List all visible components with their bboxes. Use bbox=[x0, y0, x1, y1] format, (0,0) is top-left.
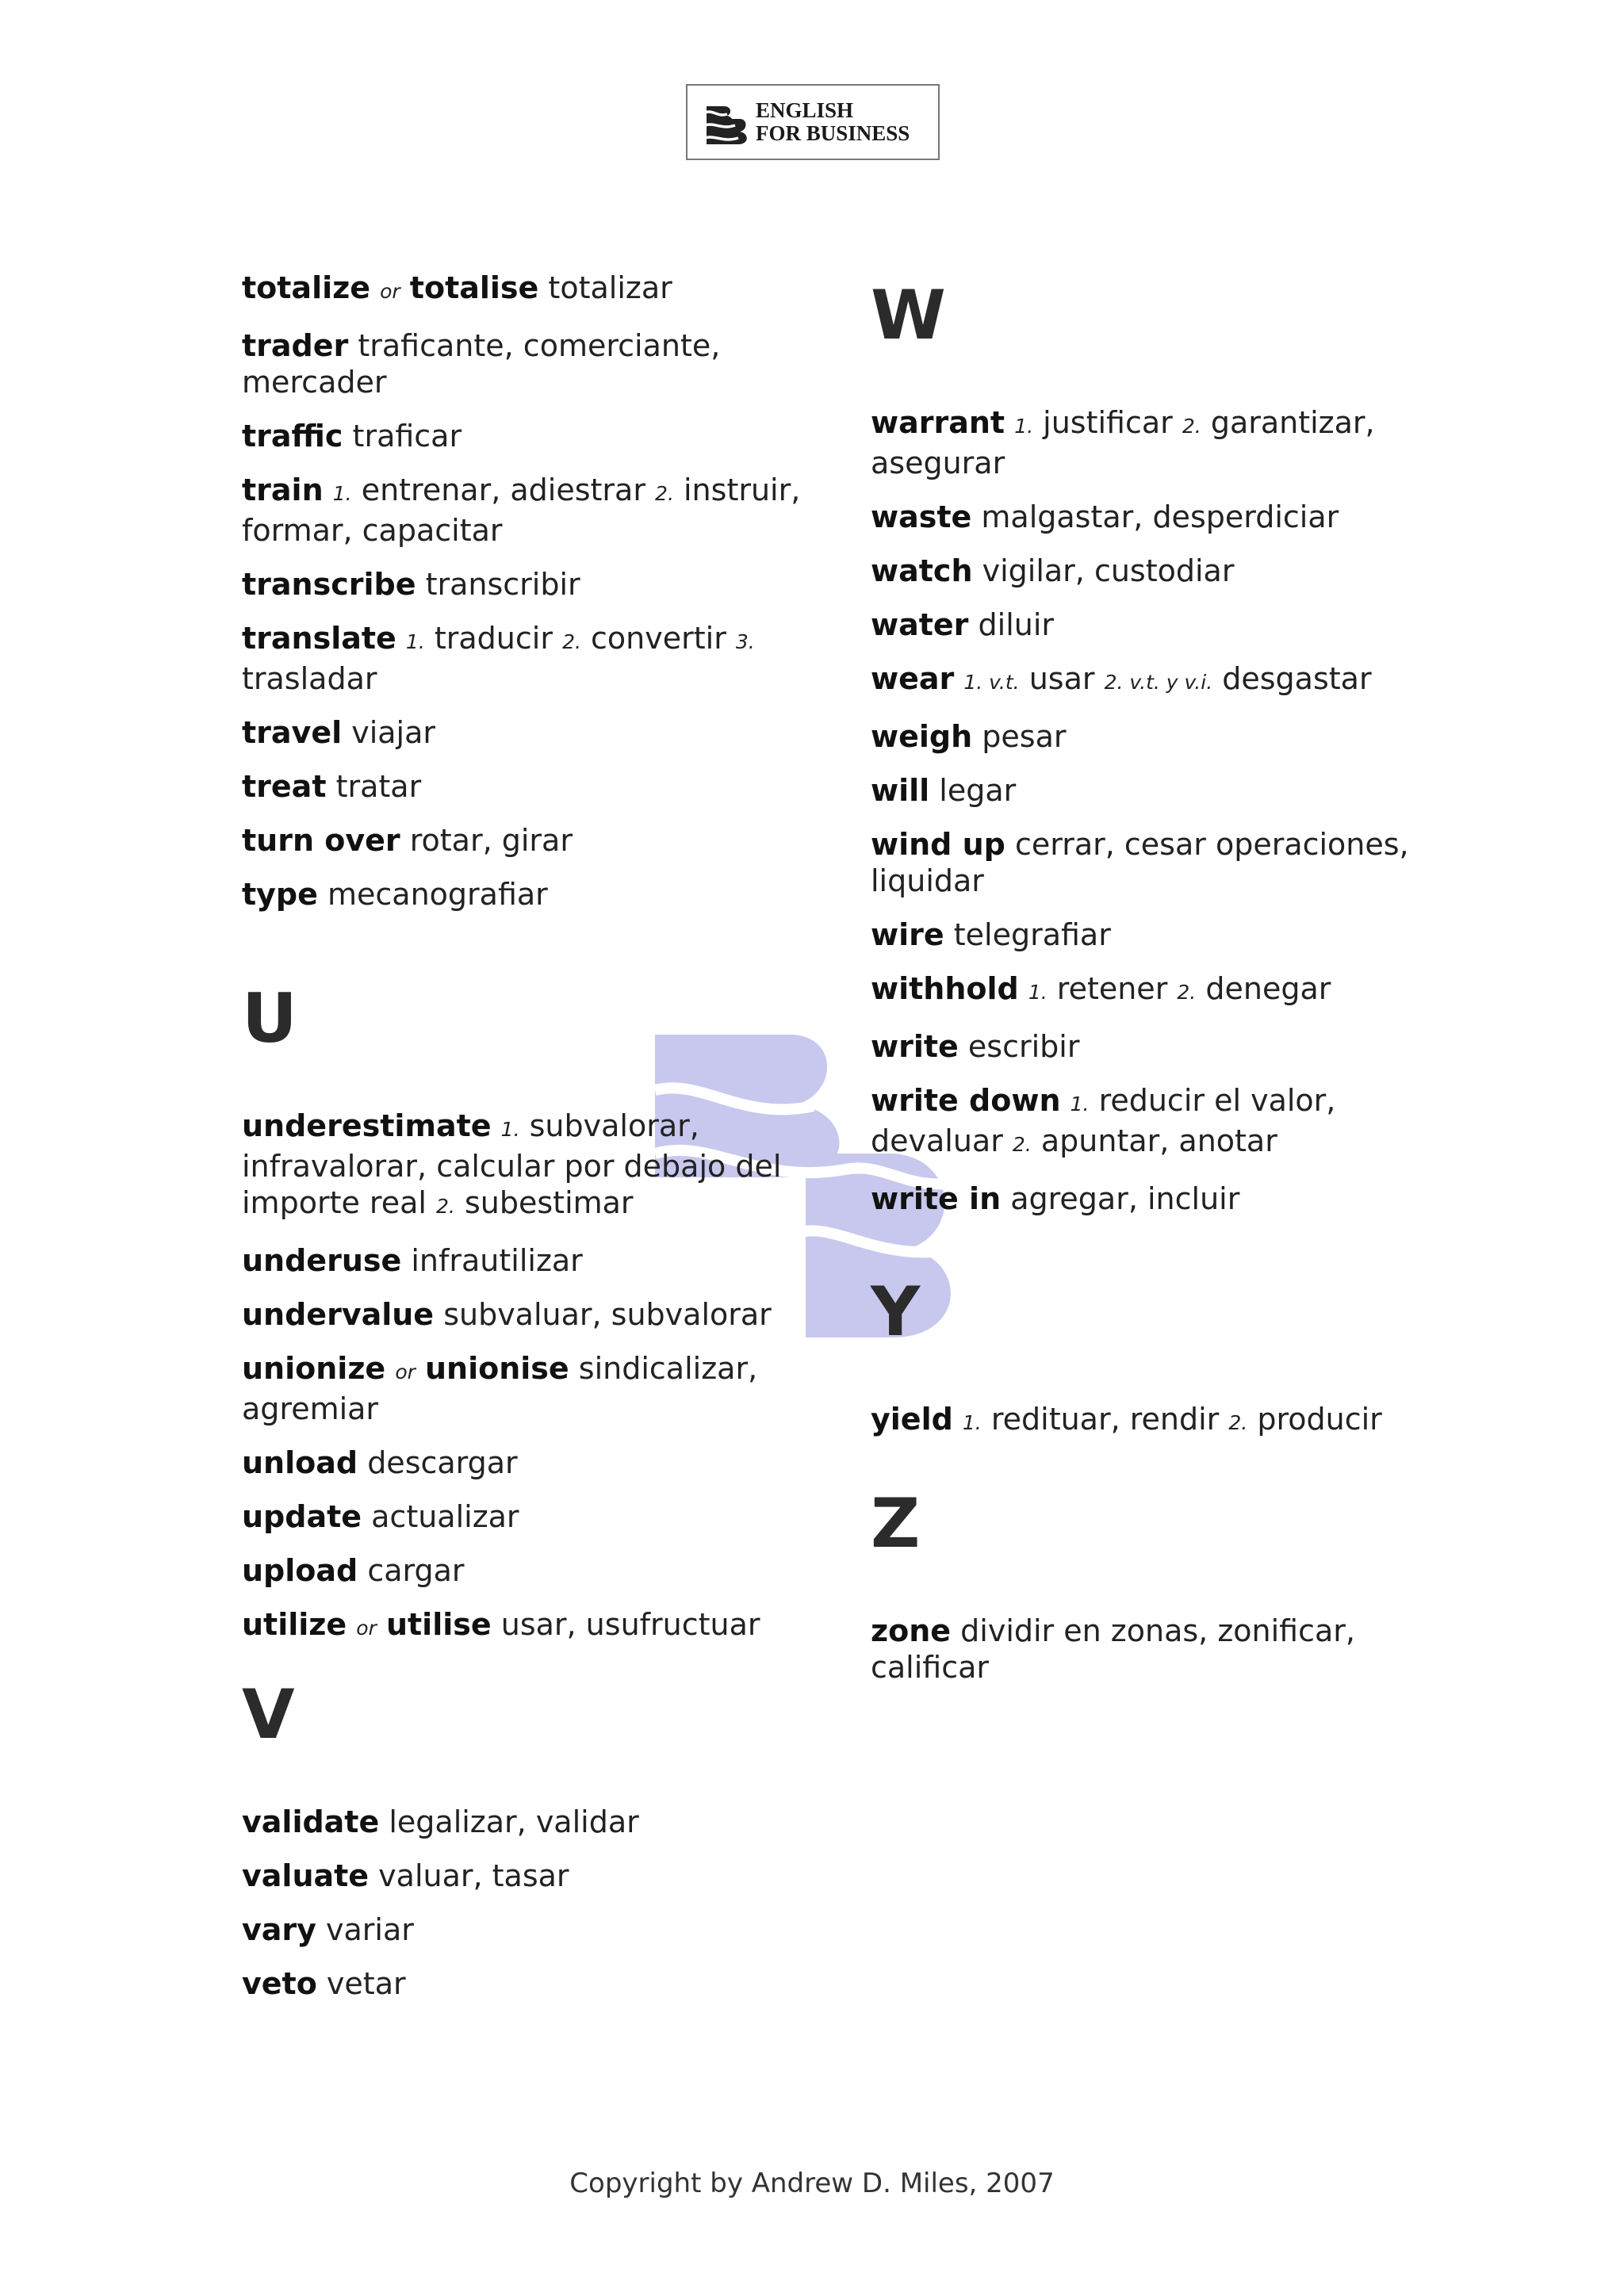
entry-utilize: utilize or utilise usar, usufructuar bbox=[242, 1607, 760, 1642]
eb-logo-icon bbox=[703, 101, 748, 146]
entry-unionize: unionize or unionise sindicalizar, agremiar bbox=[242, 1351, 758, 1426]
section-letter-w: W bbox=[871, 276, 946, 355]
entry-zone: zone dividir en zonas, zonificar, calificar bbox=[871, 1613, 1355, 1685]
section-letter-v: V bbox=[242, 1675, 295, 1755]
entry-treat: treat tratar bbox=[242, 769, 422, 804]
entry-water: water diluir bbox=[871, 607, 1055, 642]
section-letter-y: Y bbox=[871, 1272, 921, 1352]
entry-wind-up: wind up cerrar, cesar operaciones, liquidar bbox=[871, 827, 1409, 898]
entry-watch: watch vigilar, custodiar bbox=[871, 553, 1235, 588]
entry-update: update actualizar bbox=[242, 1499, 519, 1534]
entry-wear: wear 1. v.t. usar 2. v.t. y v.i. desgastar bbox=[871, 661, 1372, 696]
footer-copyright: Copyright by Andrew D. Miles, 2007 bbox=[569, 2168, 1055, 2199]
entry-train: train 1. entrenar, adiestrar 2. instruir, formar, capacitar bbox=[242, 473, 801, 548]
entry-valuate: valuate valuar, tasar bbox=[242, 1858, 569, 1893]
entry-transcribe: transcribe transcribir bbox=[242, 567, 580, 602]
left-column bbox=[242, 270, 813, 2019]
entry-withhold: withhold 1. retener 2. denegar bbox=[871, 971, 1331, 1006]
entry-traffic: traffic traficar bbox=[242, 419, 462, 453]
entry-veto: veto vetar bbox=[242, 1966, 406, 2001]
entry-underestimate: underestimate 1. subvalorar, infravalorar, calcular por debajo del importe real 2. subestimar bbox=[242, 1108, 782, 1220]
logo-text bbox=[756, 99, 910, 145]
entry-will: will legar bbox=[871, 773, 1017, 808]
entry-waste: waste malgastar, desperdiciar bbox=[871, 499, 1339, 534]
entry-upload: upload cargar bbox=[242, 1553, 465, 1588]
section-letter-z: Z bbox=[871, 1484, 921, 1563]
entry-trader: trader traficante, comerciante, mercader bbox=[242, 328, 721, 400]
entry-turn-over: turn over rotar, girar bbox=[242, 823, 573, 858]
logo-line-2: FOR BUSINESS bbox=[756, 121, 910, 145]
entry-travel: travel viajar bbox=[242, 715, 436, 750]
section-letter-u: U bbox=[242, 979, 297, 1058]
entry-unload: unload descargar bbox=[242, 1445, 518, 1480]
header-logo bbox=[686, 84, 940, 160]
entry-vary: vary variar bbox=[242, 1912, 414, 1947]
entry-wire: wire telegrafiar bbox=[871, 917, 1111, 952]
logo-line-1: ENGLISH bbox=[756, 98, 854, 122]
entry-underuse: underuse infrautilizar bbox=[242, 1243, 583, 1278]
entry-translate: translate 1. traducir 2. convertir 3. trasladar bbox=[242, 621, 755, 696]
right-column bbox=[871, 270, 1442, 1703]
entry-type: type mecanografiar bbox=[242, 877, 548, 912]
entry-write-down: write down 1. reducir el valor, devaluar 2. apuntar, anotar bbox=[871, 1083, 1336, 1158]
entry-totalize: totalize or totalise totalizar bbox=[242, 270, 672, 305]
entry-validate: validate legalizar, validar bbox=[242, 1804, 639, 1839]
entry-write-in: write in agregar, incluir bbox=[871, 1181, 1240, 1216]
entry-weigh: weigh pesar bbox=[871, 719, 1067, 754]
entry-write: write escribir bbox=[871, 1029, 1080, 1064]
entry-warrant: warrant 1. justificar 2. garantizar, asegurar bbox=[871, 405, 1375, 480]
entry-yield: yield 1. redituar, rendir 2. producir bbox=[871, 1402, 1382, 1437]
entry-undervalue: undervalue subvaluar, subvalorar bbox=[242, 1297, 772, 1332]
